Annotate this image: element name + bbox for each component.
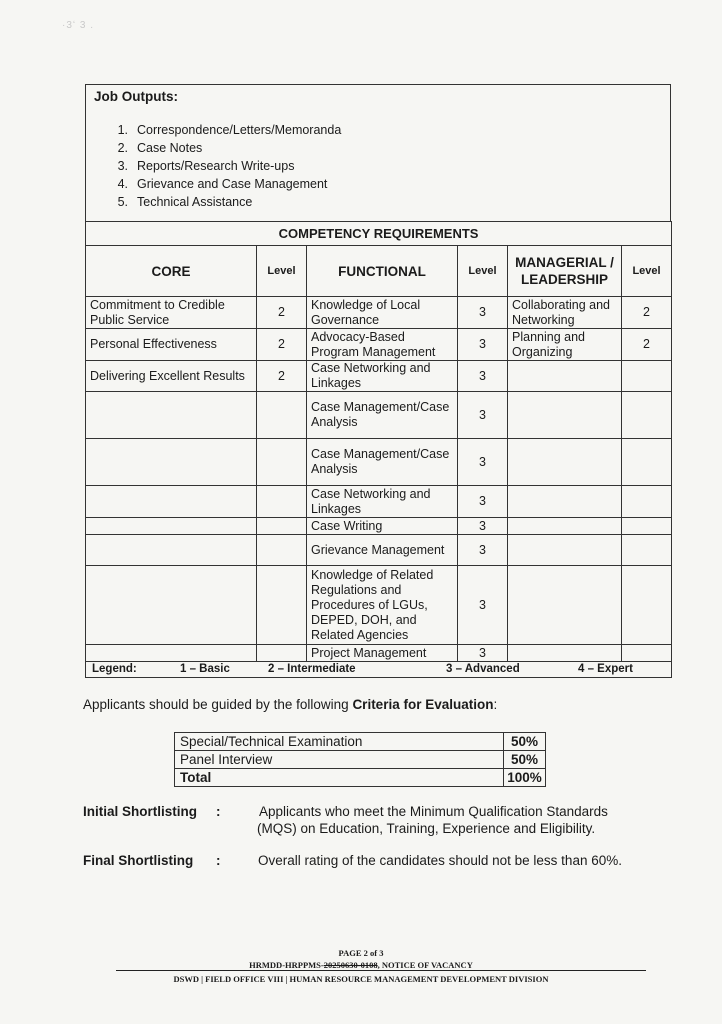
core-cell: Personal Effectiveness <box>86 329 257 361</box>
criteria-value: 50% <box>504 751 546 769</box>
level-cell: 2 <box>257 329 307 361</box>
core-cell: Commitment to Credible Public Service <box>86 297 257 329</box>
table-row <box>86 392 672 439</box>
level-cell <box>257 566 307 645</box>
functional-header: FUNCTIONAL <box>307 246 458 297</box>
level-header: Level <box>257 246 307 297</box>
list-item: 5. Technical Assistance <box>117 195 253 209</box>
table-row <box>86 329 672 361</box>
core-cell <box>86 486 257 518</box>
legend-item: 3 – Advanced <box>446 663 520 675</box>
functional-cell: Case Management/Case Analysis <box>307 439 458 486</box>
criteria-table <box>174 732 546 787</box>
level-cell <box>622 566 672 645</box>
criteria-label: Panel Interview <box>175 751 504 769</box>
level-cell <box>622 439 672 486</box>
managerial-cell <box>508 518 622 535</box>
level-cell <box>257 439 307 486</box>
colon: : <box>216 804 221 819</box>
managerial-cell <box>508 566 622 645</box>
legend-item: 2 – Intermediate <box>268 663 356 675</box>
initial-shortlisting-label: Initial Shortlisting <box>83 804 197 819</box>
core-cell <box>86 535 257 566</box>
core-header: CORE <box>86 246 257 297</box>
list-item: 2. Case Notes <box>117 141 203 155</box>
core-cell <box>86 566 257 645</box>
level-header: Level <box>458 246 508 297</box>
level-cell: 3 <box>458 486 508 518</box>
table-row <box>175 769 546 787</box>
level-cell: 2 <box>257 361 307 392</box>
level-cell: 2 <box>622 329 672 361</box>
table-row <box>86 361 672 392</box>
managerial-cell <box>508 645 622 662</box>
functional-cell: Advocacy-Based Program Management <box>307 329 458 361</box>
functional-cell: Case Networking and Linkages <box>307 361 458 392</box>
list-item: 3. Reports/Research Write-ups <box>117 159 295 173</box>
level-cell <box>257 645 307 662</box>
functional-cell: Case Writing <box>307 518 458 535</box>
level-cell: 3 <box>458 566 508 645</box>
level-cell: 3 <box>458 361 508 392</box>
functional-cell: Knowledge of Related Regulations and Procedures of LGUs, DEPED, DOH, and Related Agencies <box>307 566 458 645</box>
final-shortlisting-label: Final Shortlisting <box>83 853 194 868</box>
level-cell: 3 <box>458 439 508 486</box>
office-name: DSWD | FIELD OFFICE VIII | HUMAN RESOURCE MANAGEMENT DEVELOPMENT DIVISION <box>173 974 549 984</box>
final-shortlisting-text: Overall rating of the candidates should not be less than 60%. <box>258 853 622 868</box>
list-item: 4. Grievance and Case Management <box>117 177 328 191</box>
criteria-label: Total <box>175 769 504 787</box>
table-row <box>86 486 672 518</box>
core-cell: Delivering Excellent Results <box>86 361 257 392</box>
level-cell <box>622 486 672 518</box>
functional-cell: Knowledge of Local Governance <box>307 297 458 329</box>
level-cell: 2 <box>622 297 672 329</box>
level-cell <box>257 535 307 566</box>
managerial-cell <box>508 535 622 566</box>
job-outputs-title: Job Outputs: <box>94 89 178 104</box>
criteria-label: Special/Technical Examination <box>175 733 504 751</box>
legend-label: Legend: <box>92 663 137 675</box>
managerial-cell <box>508 361 622 392</box>
level-cell: 3 <box>458 518 508 535</box>
level-cell: 3 <box>458 392 508 439</box>
job-outputs-list <box>106 121 341 211</box>
table-row <box>86 535 672 566</box>
table-row <box>86 645 672 662</box>
page-number: PAGE 2 of 3 <box>338 948 384 958</box>
job-outputs-section <box>85 84 671 221</box>
competency-table <box>85 221 672 678</box>
colon: : <box>216 853 221 868</box>
table-row <box>175 751 546 769</box>
level-cell <box>622 518 672 535</box>
initial-shortlisting-text: Applicants who meet the Minimum Qualification Standards (MQS) on Education, Training, Experience and Eligibility. <box>257 804 608 836</box>
functional-cell: Case Management/Case Analysis <box>307 392 458 439</box>
managerial-cell <box>508 439 622 486</box>
managerial-cell <box>508 486 622 518</box>
table-row <box>86 439 672 486</box>
core-cell <box>86 392 257 439</box>
table-row <box>175 733 546 751</box>
managerial-header: MANAGERIAL / LEADERSHIP <box>508 246 622 297</box>
managerial-cell <box>508 392 622 439</box>
table-row <box>86 297 672 329</box>
managerial-cell: Planning and Organizing <box>508 329 622 361</box>
level-cell <box>622 645 672 662</box>
functional-cell: Grievance Management <box>307 535 458 566</box>
criteria-value: 100% <box>504 769 546 787</box>
level-cell <box>622 535 672 566</box>
scan-artifact: ·3ʻ 3 . <box>62 20 95 31</box>
core-cell <box>86 439 257 486</box>
legend <box>86 662 672 678</box>
level-cell <box>257 486 307 518</box>
table-row <box>86 566 672 645</box>
list-item: 1. Correspondence/Letters/Memoranda <box>117 123 342 137</box>
level-cell <box>257 392 307 439</box>
competency-title: COMPETENCY REQUIREMENTS <box>86 222 672 246</box>
level-cell: 3 <box>458 329 508 361</box>
level-cell: 3 <box>458 535 508 566</box>
table-row <box>86 518 672 535</box>
level-cell: 3 <box>458 645 508 662</box>
level-cell: 3 <box>458 297 508 329</box>
managerial-cell: Collaborating and Networking <box>508 297 622 329</box>
level-cell <box>257 518 307 535</box>
level-cell: 2 <box>257 297 307 329</box>
legend-item: 1 – Basic <box>180 663 230 675</box>
core-cell <box>86 645 257 662</box>
level-cell <box>622 392 672 439</box>
criteria-intro: Applicants should be guided by the following Criteria for Evaluation: <box>83 697 498 712</box>
core-cell <box>86 518 257 535</box>
level-cell <box>622 361 672 392</box>
functional-cell: Project Management <box>307 645 458 662</box>
document-reference: HRMDD-HRPPMS-20250630-0108, NOTICE OF VACANCY <box>249 960 473 970</box>
level-header: Level <box>622 246 672 297</box>
criteria-value: 50% <box>504 733 546 751</box>
legend-item: 4 – Expert <box>578 663 633 675</box>
functional-cell: Case Networking and Linkages <box>307 486 458 518</box>
footer-divider <box>116 970 646 971</box>
